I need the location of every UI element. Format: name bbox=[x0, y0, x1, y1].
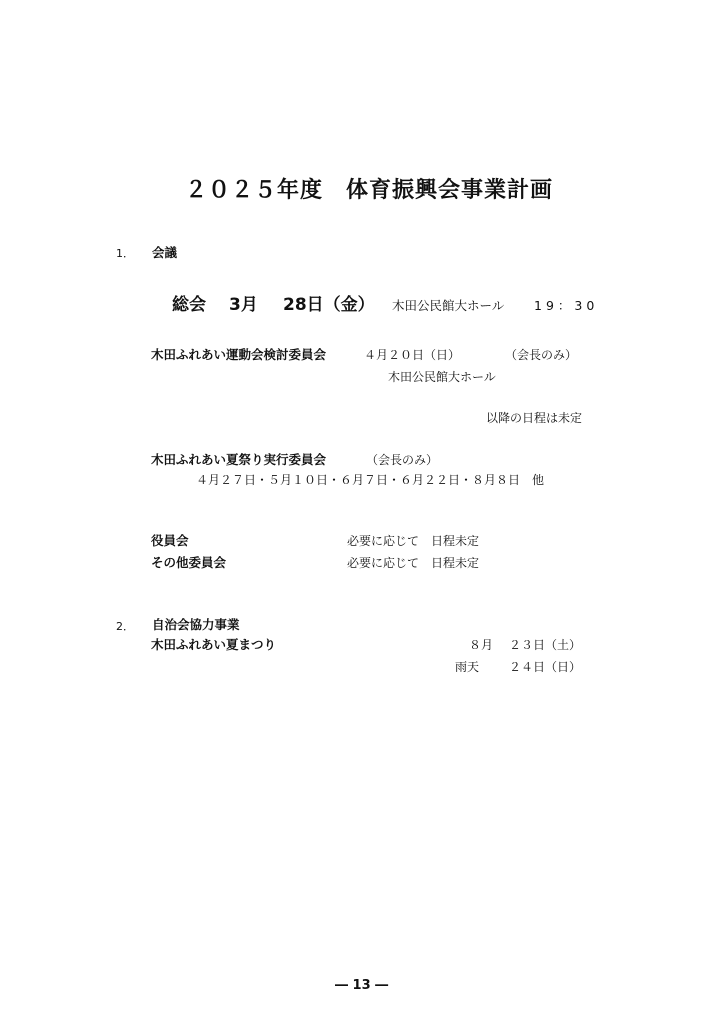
section-2-heading: 自治会協力事業 bbox=[152, 617, 240, 632]
page-number: ― 13 ― bbox=[335, 978, 389, 993]
festival-month: ８月 bbox=[469, 638, 494, 652]
general-meeting-time: 19：30 bbox=[534, 298, 599, 313]
document-title: ２０２５年度 体育振興会事業計画 bbox=[185, 178, 554, 203]
other-committees-schedule: 必要に応じて 日程未定 bbox=[347, 556, 480, 570]
general-meeting-label: 総会 bbox=[172, 295, 206, 315]
general-meeting-month: 3月 bbox=[229, 295, 258, 315]
rain-day: ２４日（日） bbox=[509, 660, 582, 674]
summer-committee-note: （会長のみ） bbox=[366, 453, 439, 467]
schedule-undecided-note: 以降の日程は未定 bbox=[486, 411, 583, 425]
summer-committee-name: 木田ふれあい夏祭り実行委員会 bbox=[151, 452, 327, 467]
sports-committee-note: （会長のみ） bbox=[505, 348, 578, 362]
summer-committee-dates: ４月２７日・５月１０日・６月７日・６月２２日・８月８日 他 bbox=[196, 473, 545, 487]
sports-committee-name: 木田ふれあい運動会検討委員会 bbox=[151, 347, 327, 362]
summer-festival-name: 木田ふれあい夏まつり bbox=[151, 637, 277, 652]
officers-meeting-schedule: 必要に応じて 日程未定 bbox=[347, 534, 480, 548]
festival-day: ２３日（土） bbox=[509, 638, 582, 652]
general-meeting-day: 28日（金） bbox=[283, 295, 375, 315]
section-2-number: 2． bbox=[116, 620, 134, 633]
officers-meeting-name: 役員会 bbox=[151, 533, 189, 548]
sports-committee-date: ４月２０日（日） bbox=[364, 348, 461, 362]
section-1-number: 1． bbox=[116, 247, 134, 260]
rain-label: 雨天 bbox=[455, 660, 480, 674]
general-meeting-place: 木田公民館大ホール bbox=[392, 298, 505, 313]
sports-committee-place: 木田公民館大ホール bbox=[388, 370, 496, 384]
other-committees-name: その他委員会 bbox=[151, 555, 227, 570]
section-1-heading: 会議 bbox=[152, 245, 178, 260]
